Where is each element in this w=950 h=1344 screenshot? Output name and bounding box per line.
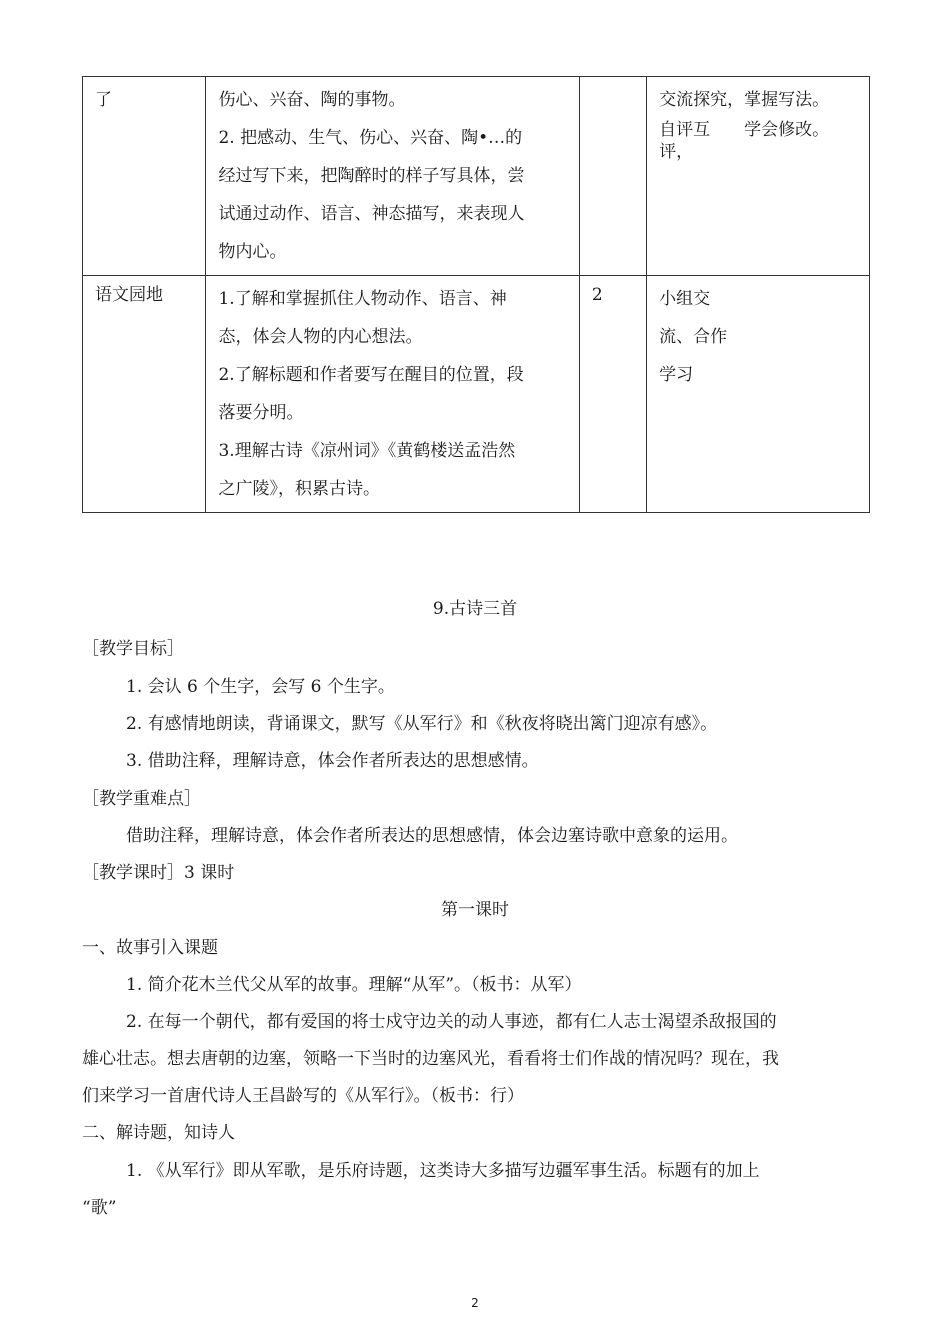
class-hours: ［教学课时］3 课时 [82,863,235,883]
paragraph-line: 们来学习一首唐代诗人王昌龄写的《从军行》。（板书：行） [82,1086,524,1106]
lesson-title: 9.古诗三首 [432,599,518,619]
key-points-heading: ［教学重难点］ [82,789,201,809]
session-title: 第一课时 [441,900,509,920]
page-number: 2 [471,1296,479,1310]
table-cell-hours [579,77,646,276]
table-cell-hours: 2 [579,276,646,513]
key-points-text: 借助注释，理解诗意，体会作者所表达的思想感情，体会边塞诗歌中意象的运用。 [126,826,738,846]
paragraph-line: 雄心壮志。想去唐朝的边塞，领略一下当时的边塞风光，看看将士们作战的情况吗？现在，我 [82,1049,779,1069]
table-cell-content: 1.了解和掌握抓住人物动作、语言、神 态，体会人物的内心想法。 2.了解标题和作者要写在醒目的位置，段 落要分明。 3.理解古诗《凉州词》《黄鹤楼送孟浩然 之广陵》，积累古诗。 [206,276,579,513]
paragraph-line: “歌” [82,1198,117,1218]
section-heading: 一、故事引入课题 [82,938,218,958]
lesson-plan-table [82,76,870,513]
objectives-heading: ［教学目标］ [82,639,184,659]
table-cell-method: 小组交 流、合作 学习 [647,276,870,513]
objective-item: 2. 有感情地朗读，背诵课文，默写《从军行》和《秋夜将晓出篱门迎凉有感》。 [126,714,718,734]
section-heading: 二、解诗题，知诗人 [82,1123,235,1143]
table-cell-method: 交流探究，掌握写法。 自评互 学会修改。 评， [647,77,870,276]
list-item: 1. 简介花木兰代父从军的故事。理解“从军”。（板书：从军） [126,975,582,995]
table-cell-topic: 了 [83,77,206,276]
paragraph-line: 1. 《从军行》即从军歌，是乐府诗题，这类诗大多描写边疆军事生活。标题有的加上 [126,1161,760,1181]
paragraph-line: 2. 在每一个朝代，都有爱国的将士戍守边关的动人事迹，都有仁人志士渴望杀敌报国的 [126,1012,777,1032]
objective-item: 3. 借助注释，理解诗意，体会作者所表达的思想感情。 [126,751,539,771]
table-row [83,276,870,513]
table-row [83,77,870,276]
objective-item: 1. 会认 6 个生字，会写 6 个生字。 [126,677,395,697]
table-cell-topic: 语文园地 [83,276,206,513]
table-cell-content: 伤心、兴奋、陶的事物。 2. 把感动、生气、伤心、兴奋、陶•…的 经过写下来，把陶醉时的样子写具体，尝 试通过动作、语言、神态描写，来表现人 物内心。 [206,77,579,276]
